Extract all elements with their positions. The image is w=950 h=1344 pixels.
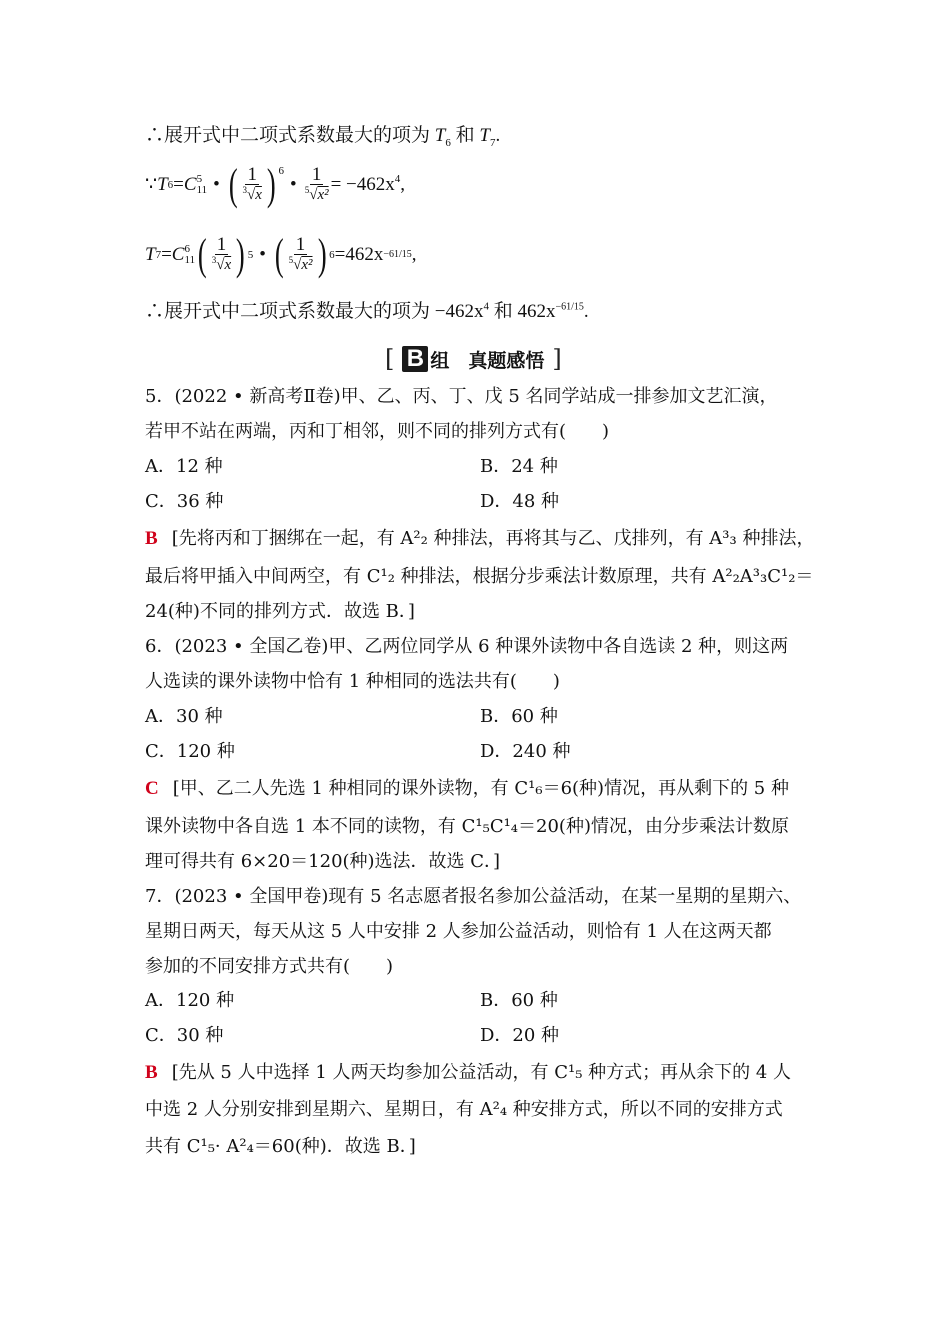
t6-subscript: 6	[445, 136, 451, 149]
intro-conj: 和	[450, 125, 480, 146]
q6-solution-3: 理可得共有 6×20＝120(种)选法．故选 C．]	[145, 851, 501, 872]
right-paren: )	[236, 230, 245, 279]
dot-operator: •	[213, 174, 220, 195]
fraction-1-over-cbrt-x: $\frac{1}{^3√x}$	[242, 163, 262, 203]
intro-conclusion	[145, 300, 589, 324]
q6-stem-2: 人选读的课外读物中恰有 1 种相同的选法共有( )	[145, 671, 560, 692]
t7-label: T	[145, 244, 156, 265]
conclusion-exp-2: −61/15	[555, 301, 584, 313]
q6-option-c: C．120 种	[145, 741, 235, 762]
q5-solution-text: [先将丙和丁捆绑在一起，有 A²₂ 种排法，再将其与乙、戊排列，有 A³₃ 种排法，	[171, 528, 815, 549]
right-paren: )	[317, 230, 327, 279]
q6-solution-2: 课外读物中各自选 1 本不同的读物，有 C¹₅C¹₄＝20(种)情况，由分步乘法计数原	[145, 816, 789, 837]
q5-solution-1	[145, 527, 814, 551]
conclusion-text-2: 和 462x	[488, 301, 556, 322]
left-paren: (	[228, 160, 238, 209]
combination-symbol: C	[171, 244, 185, 265]
conclusion-exp-1: 4	[483, 300, 489, 313]
q6-answer: C	[145, 778, 159, 799]
intro-end: .	[495, 125, 501, 146]
dot-operator: •	[290, 174, 297, 195]
heading-left-bracket: [	[385, 345, 395, 373]
q7-option-a: A．120 种	[145, 990, 235, 1011]
t6-exponent: 4	[394, 172, 401, 185]
conclusion-end: .	[583, 301, 589, 322]
fraction-1-over-root5-x2: $\frac{1}{^5√x^2}$	[288, 233, 313, 273]
t7-symbol: T	[479, 125, 490, 146]
q7-solution-text: [先从 5 人中选择 1 人两天均参加公益活动，有 C¹₅ 种方式；再从余下的 4 人	[171, 1062, 792, 1083]
fraction-1-over-root5-x2: $\frac{1}{^5√x^2}$	[304, 163, 329, 203]
section-heading	[385, 344, 562, 374]
fraction-1-over-cbrt-x: $\frac{1}{^3√x}$	[211, 233, 232, 273]
combination-indices: 6 11	[184, 243, 196, 266]
q7-answer: B	[145, 1062, 158, 1083]
t6-formula: ∵ T 6 = C 5 11 • ( $\frac{1}{^3√x}$ ) 6 • $\frac{1}{^5√x^2}$ = −462x $^4$ ,	[145, 160, 406, 209]
because-symbol: ∵	[145, 174, 158, 195]
conclusion-text: ∴展开式中二项式系数最大的项为 −462x	[145, 301, 484, 322]
q5-answer: B	[145, 528, 158, 549]
left-paren: (	[274, 230, 284, 279]
t7-subscript: 7	[489, 136, 496, 149]
q5-solution-3: 24(种)不同的排列方式．故选 B．]	[145, 601, 415, 622]
combination-indices: 5 11	[196, 173, 208, 196]
q5-option-a: A．12 种	[145, 456, 223, 477]
group-letter-badge: B	[402, 346, 428, 372]
q7-stem-1: 7．(2023 • 全国甲卷)现有 5 名志愿者报名参加公益活动，在某一星期的星期六、	[145, 886, 802, 907]
dot-operator: •	[259, 244, 266, 265]
q6-option-b: B．60 种	[480, 706, 558, 727]
q6-stem-1: 6．(2023 • 全国乙卷)甲、乙两位同学从 6 种课外读物中各自选读 2 种，则这两	[145, 636, 789, 657]
q6-option-d: D．240 种	[480, 741, 571, 762]
q6-solution-text: [甲、乙二人先选 1 种相同的课外读物，有 C¹₆＝6(种)情况，再从剩下的 5 种	[172, 778, 789, 799]
t7-formula: T 7 = C 6 11 ( $\frac{1}{^3√x}$ ) 5 • ( $\frac{1}{^5√x^2}$ ) 6 =462x −61/15 ,	[145, 230, 417, 279]
q5-option-d: D．48 种	[480, 491, 560, 512]
t6-end: ,	[400, 174, 406, 195]
right-paren: )	[266, 160, 276, 209]
q5-option-b: B．24 种	[480, 456, 558, 477]
section-title: 组 真题感悟	[430, 349, 545, 372]
intro-line-1	[145, 124, 500, 148]
q7-solution-2: 中选 2 人分别安排到星期六、星期日，有 A²₄ 种安排方式，所以不同的安排方式	[145, 1099, 783, 1120]
q7-stem-2: 星期日两天，每天从这 5 人中安排 2 人参加公益活动，则恰有 1 人在这两天都	[145, 921, 772, 942]
q5-stem-1: 5．(2022 • 新高考Ⅱ卷)甲、乙、丙、丁、戊 5 名同学站成一排参加文艺汇演，	[145, 386, 778, 407]
q6-solution-1	[145, 777, 789, 801]
q6-option-a: A．30 种	[145, 706, 223, 727]
t7-end: ,	[411, 244, 417, 265]
q5-option-c: C．36 种	[145, 491, 224, 512]
q7-option-c: C．30 种	[145, 1025, 224, 1046]
q5-solution-2: 最后将甲插入中间两空，有 C¹₂ 种排法，根据分步乘法计数原理，共有 A²₂A³₃C¹₂＝	[145, 566, 814, 587]
left-paren: (	[198, 230, 207, 279]
q7-option-d: D．20 种	[480, 1025, 560, 1046]
t6-label: T	[157, 174, 168, 195]
t6-result: = −462x	[330, 174, 395, 195]
t6-symbol: T	[434, 125, 446, 146]
combination-symbol: C	[183, 174, 197, 195]
q7-solution-1	[145, 1061, 791, 1085]
intro-text: ∴展开式中二项式系数最大的项为	[145, 125, 435, 146]
q7-stem-3: 参加的不同安排方式共有( )	[145, 956, 394, 977]
q5-stem-2: 若甲不站在两端，丙和丁相邻，则不同的排列方式有( )	[145, 421, 610, 442]
t7-result: =462x	[334, 244, 384, 265]
q7-option-b: B．60 种	[480, 990, 558, 1011]
heading-right-bracket: ]	[552, 345, 562, 373]
q7-solution-3: 共有 C¹₅· A²₄＝60(种)．故选 B．]	[145, 1136, 416, 1157]
